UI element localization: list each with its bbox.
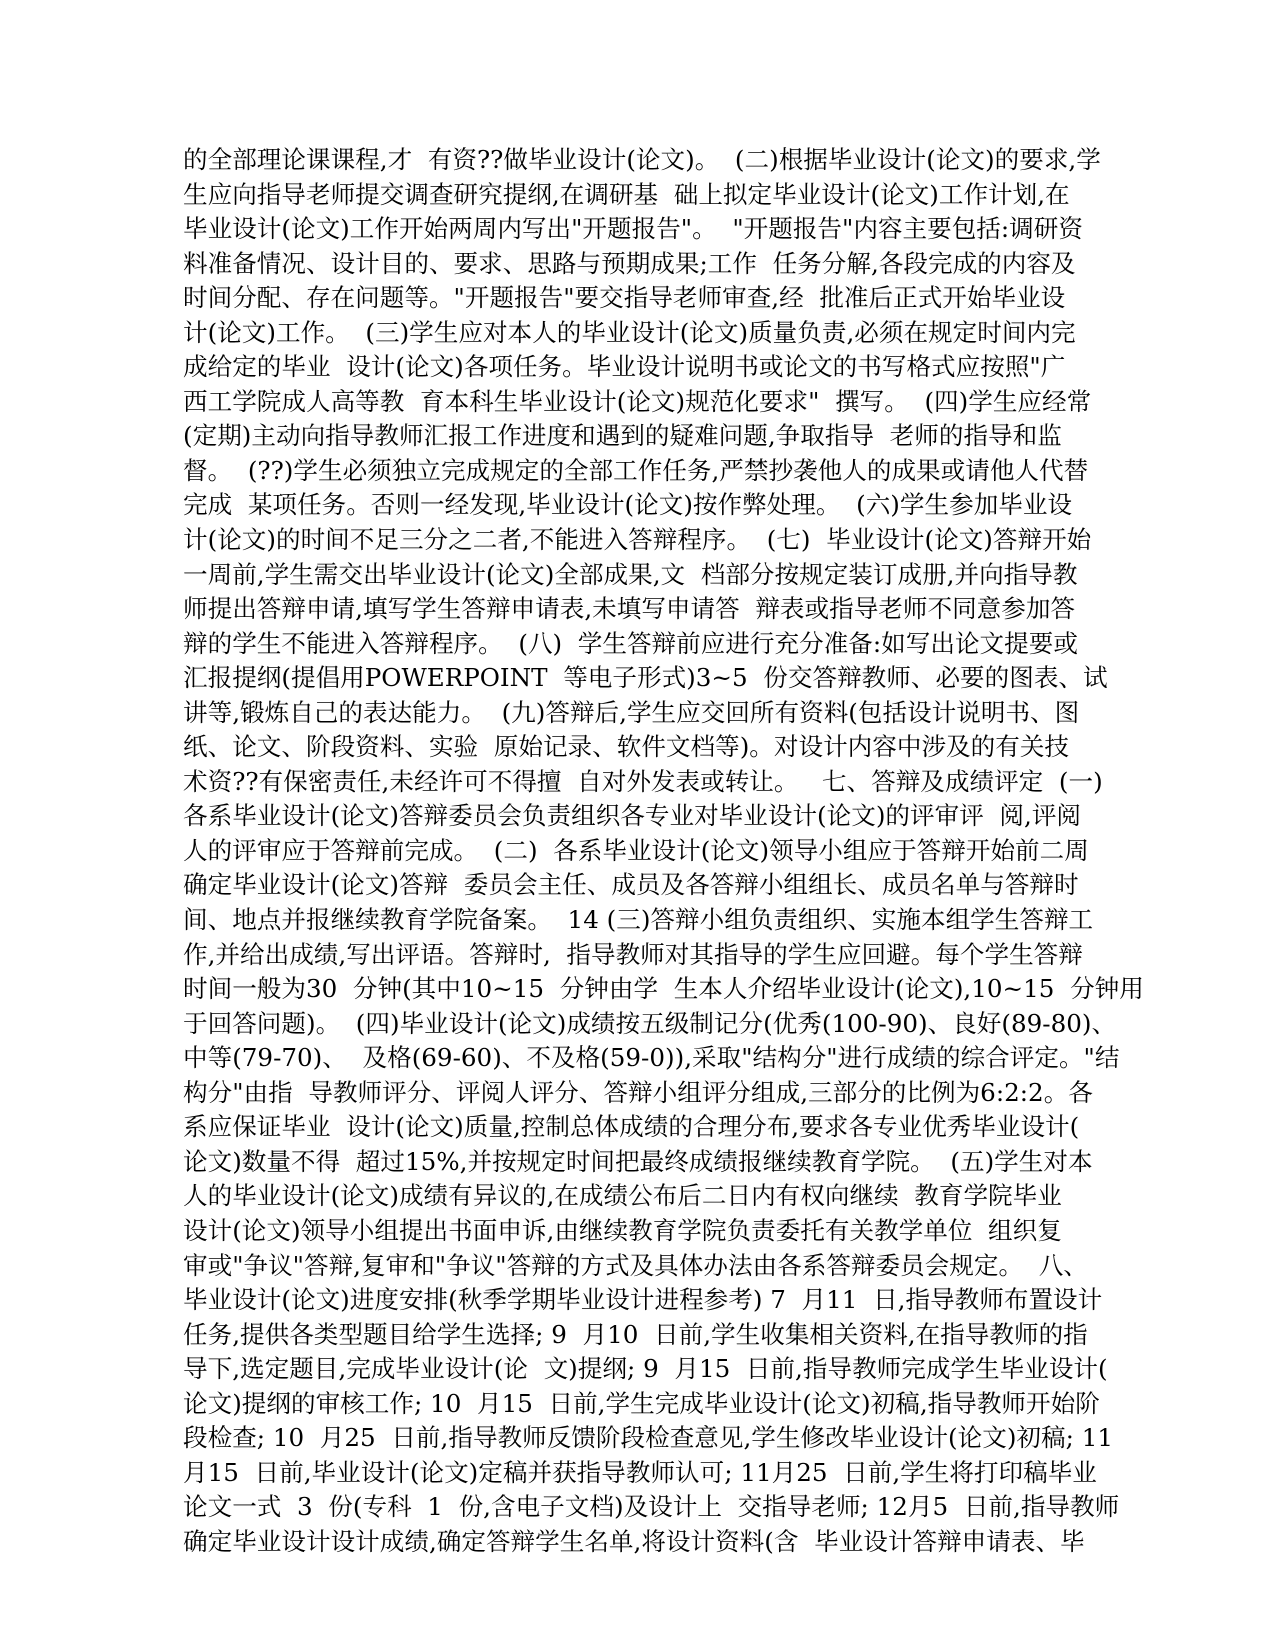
text-line: 一周前,学生需交出毕业设计(论文)全部成果,文 档部分按规定装订成册,并向指导教 [183, 559, 1078, 589]
text-line: 料准备情况、设计目的、要求、思路与预期成果;工作 任务分解,各段完成的内容及 [183, 248, 1076, 278]
text-line: 设计(论文)领导小组提出书面申诉,由继续教育学院负责委托有关教学单位 组织复 [183, 1215, 1062, 1245]
text-line: 计(论文)的时间不足三分之二者,不能进入答辩程序。 (七) 毕业设计(论文)答辩开始 [183, 525, 1092, 555]
text-line: 段检查; 10 月25 日前,指导教师反馈阶段检查意见,学生修改毕业设计(论文)初稿; 11 [183, 1423, 1114, 1453]
text-line: 生应向指导老师提交调查研究提纲,在调研基 础上拟定毕业设计(论文)工作计划,在 [183, 179, 1070, 209]
text-line: 时间一般为30 分钟(其中10~15 分钟由学 生本人介绍毕业设计(论文),10~15 分钟用 [183, 974, 1144, 1004]
text-line: 月15 日前,毕业设计(论文)定稿并获指导教师认可; 11月25 日前,学生将打印稿毕业 [183, 1457, 1097, 1487]
text-line: 论文)提纲的审核工作; 10 月15 日前,学生完成毕业设计(论文)初稿,指导教师开始阶 [183, 1388, 1100, 1418]
text-line: 系应保证毕业 设计(论文)质量,控制总体成绩的合理分布,要求各专业优秀毕业设计( [183, 1112, 1080, 1142]
text-line: 讲等,锻炼自己的表达能力。 (九)答辩后,学生应交回所有资料(包括设计说明书、图 [183, 697, 1080, 727]
text-line: 时间分配、存在问题等。"开题报告"要交指导老师审查,经 批准后正式开始毕业设 [183, 283, 1066, 313]
text-line: 间、地点并报继续教育学院备案。 14 (三)答辩小组负责组织、实施本组学生答辩工 [183, 905, 1094, 935]
text-line: 人的评审应于答辩前完成。 (二) 各系毕业设计(论文)领导小组应于答辩开始前二周 [183, 835, 1089, 865]
text-line: 各系毕业设计(论文)答辩委员会负责组织各专业对毕业设计(论文)的评审评 阅,评阅 [183, 801, 1082, 831]
text-line: 于回答问题)。 (四)毕业设计(论文)成绩按五级制记分(优秀(100-90)、良好(89-80)、 [183, 1008, 1117, 1038]
text-line: 作,并给出成绩,写出评语。答辩时, 指导教师对其指导的学生应回避。每个学生答辩 [183, 939, 1083, 969]
text-line: 毕业设计(论文)进度安排(秋季学期毕业设计进程参考) 7 月11 日,指导教师布置设计 [183, 1285, 1103, 1315]
text-line: 辩的学生不能进入答辩程序。 (八) 学生答辩前应进行充分准备:如写出论文提要或 [183, 628, 1078, 658]
text-line: 审或"争议"答辩,复审和"争议"答辩的方式及具体办法由各系答辩委员会规定。 八、 [183, 1250, 1088, 1280]
text-line: 人的毕业设计(论文)成绩有异议的,在成绩公布后二日内有权向继续 教育学院毕业 [183, 1181, 1062, 1211]
text-line: 确定毕业设计(论文)答辩 委员会主任、成员及各答辩小组组长、成员名单与答辩时 [183, 870, 1079, 900]
body-text [183, 143, 1144, 1559]
text-line: 督。 (??)学生必须独立完成规定的全部工作任务,严禁抄袭他人的成果或请他人代替 [183, 455, 1089, 485]
text-line: 确定毕业设计设计成绩,确定答辩学生名单,将设计资料(含 毕业设计答辩申请表、毕 [183, 1526, 1085, 1556]
text-line: 导下,选定题目,完成毕业设计(论 文)提纲; 9 月15 日前,指导教师完成学生毕业设计( [183, 1354, 1108, 1384]
text-line: 纸、论文、阶段资料、实验 原始记录、软件文档等)。对设计内容中涉及的有关技 [183, 732, 1070, 762]
text-line: 完成 某项任务。否则一经发现,毕业设计(论文)按作弊处理。 (六)学生参加毕业设 [183, 490, 1073, 520]
text-line: 任务,提供各类型题目给学生选择; 9 月10 日前,学生收集相关资料,在指导教师的指 [183, 1319, 1088, 1349]
text-line: (定期)主动向指导教师汇报工作进度和遇到的疑难问题,争取指导 老师的指导和监 [183, 421, 1062, 451]
text-line: 汇报提纲(提倡用POWERPOINT 等电子形式)3~5 份交答辩教师、必要的图表、试 [183, 663, 1108, 693]
text-line: 构分"由指 导教师评分、评阅人评分、答辩小组评分组成,三部分的比例为6:2:2。各 [183, 1077, 1093, 1107]
text-line: 西工学院成人高等教 育本科生毕业设计(论文)规范化要求" 撰写。 (四)学生应经常 [183, 386, 1092, 416]
text-line: 师提出答辩申请,填写学生答辩申请表,未填写申请答 辩表或指导老师不同意参加答 [183, 594, 1076, 624]
text-line: 计(论文)工作。 (三)学生应对本人的毕业设计(论文)质量负责,必须在规定时间内完 [183, 317, 1076, 347]
text-line: 论文一式 3 份(专科 1 份,含电子文档)及设计上 交指导老师; 12月5 日前,指导教师 [183, 1492, 1120, 1522]
text-line: 中等(79-70)、 及格(69-60)、不及格(59-0)),采取"结构分"进行成绩的综合评定。"结 [183, 1043, 1120, 1073]
text-line: 成给定的毕业 设计(论文)各项任务。毕业设计说明书或论文的书写格式应按照"广 [183, 352, 1066, 382]
text-line: 的全部理论课课程,才 有资??做毕业设计(论文)。 (二)根据毕业设计(论文)的要求,学 [183, 145, 1101, 174]
text-line: 毕业设计(论文)工作开始两周内写出"开题报告"。 "开题报告"内容主要包括:调研资 [183, 214, 1083, 244]
text-line: 术资??有保密责任,未经许可不得擅 自对外发表或转让。 七、答辩及成绩评定 (一) [183, 766, 1103, 796]
text-line: 论文)数量不得 超过15%,并按规定时间把最终成绩报继续教育学院。 (五)学生对本 [183, 1146, 1093, 1176]
